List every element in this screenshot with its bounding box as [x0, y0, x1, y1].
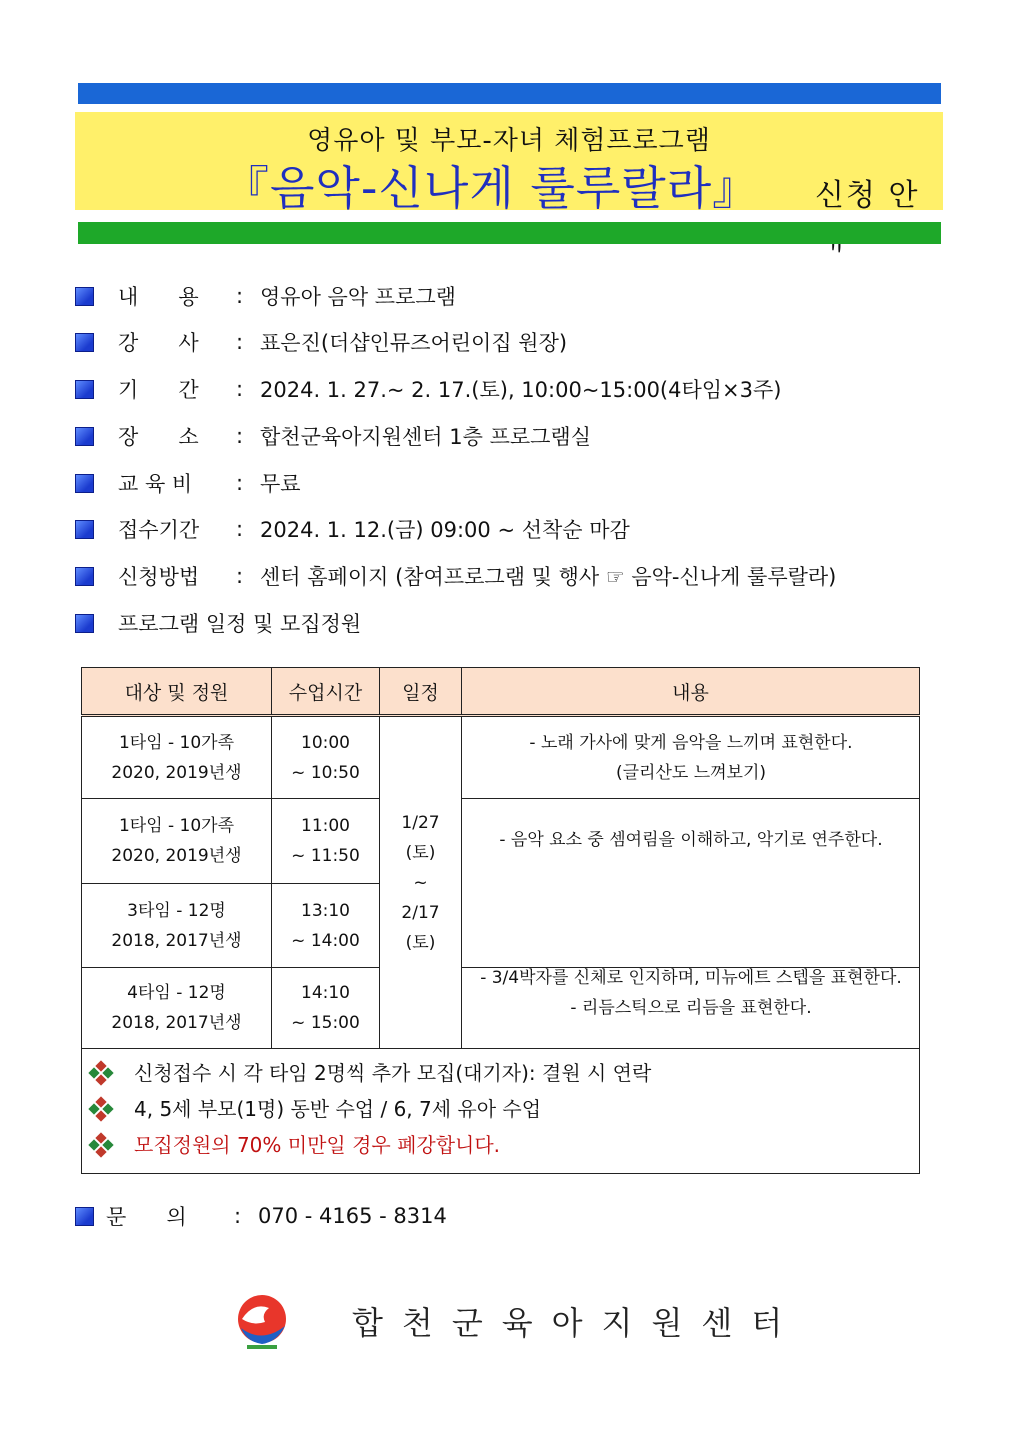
- notes-row: [82, 1049, 920, 1174]
- info-value: 합천군육아지원센터 1층 프로그램실: [260, 425, 592, 449]
- bullet-square-icon: [75, 287, 94, 306]
- table-row: [82, 968, 920, 1049]
- note-item: 4, 5세 부모(1명) 동반 수업 / 6, 7세 유아 수업: [90, 1091, 911, 1127]
- info-label: 프로그램 일정 및 모집정원: [118, 612, 362, 636]
- info-label: 내 용: [118, 285, 199, 309]
- content-cell: - 음악 요소 중 셈여림을 이해하고, 악기로 연주한다.: [462, 799, 920, 968]
- col-header: 대상 및 정원: [82, 668, 272, 716]
- target-cell: 1타임 - 10가족 2020, 2019년생: [82, 799, 272, 884]
- info-label: 장 소: [118, 425, 199, 449]
- info-row-registration: 접수기간 : 2024. 1. 12.(금) 09:00 ~ 선착순 마감: [75, 511, 630, 547]
- info-value: 표은진(더샵인뮤즈어린이집 원장): [260, 331, 568, 355]
- info-value: 영유아 음악 프로그램: [260, 285, 456, 309]
- bullet-square-icon: [75, 333, 94, 352]
- col-header: 내용: [462, 668, 920, 716]
- time-cell: 11:00 ~ 11:50: [272, 799, 380, 884]
- time-cell: 13:10 ~ 14:00: [272, 884, 380, 968]
- target-cell: 4타임 - 12명 2018, 2017년생: [82, 968, 272, 1049]
- info-value: 무료: [260, 472, 301, 496]
- title-suffix: 신청 안: [815, 178, 920, 213]
- info-label: 신청방법: [118, 565, 200, 589]
- contact-row: 문 의 : 070 - 4165 - 8314: [75, 1198, 447, 1234]
- info-row-content: 내 용 : 영유아 음악 프로그램: [75, 278, 456, 314]
- bullet-square-icon: [75, 520, 94, 539]
- info-label: 접수기간: [118, 518, 200, 542]
- info-label: 교 육 비: [118, 472, 193, 496]
- info-row-fee: 교 육 비 : 무료: [75, 465, 301, 501]
- organization-name: 합천군육아지원센터: [352, 1304, 802, 1342]
- diamond-bullet-icon: [90, 1134, 112, 1156]
- info-row-location: 장 소 : 합천군육아지원센터 1층 프로그램실: [75, 418, 591, 454]
- info-row-instructor: 강 사 : 표은진(더샵인뮤즈어린이집 원장): [75, 324, 567, 360]
- info-value: 2024. 1. 27.~ 2. 17.(토), 10:00~15:00(4타임×3주): [260, 378, 782, 402]
- info-label: 기 간: [118, 378, 199, 402]
- table-row: [82, 799, 920, 884]
- bullet-square-icon: [75, 474, 94, 493]
- contact-phone: 070 - 4165 - 8314: [258, 1204, 447, 1228]
- info-row-period: 기 간 : 2024. 1. 27.~ 2. 17.(토), 10:00~15:00(4타임×3주): [75, 371, 782, 407]
- time-cell: 10:00 ~ 10:50: [272, 716, 380, 799]
- table-row: [82, 716, 920, 799]
- note-item-warning: 모집정원의 70% 미만일 경우 폐강합니다.: [90, 1127, 911, 1163]
- bullet-square-icon: [75, 380, 94, 399]
- info-row-method: 신청방법 : 센터 홈페이지 (참여프로그램 및 행사 ☞ 음악-신나게 룰루랄라): [75, 558, 836, 594]
- bullet-square-icon: [75, 1207, 94, 1226]
- contact-label: 문 의: [106, 1205, 187, 1229]
- col-header: 수업시간: [272, 668, 380, 716]
- note-item: 신청접수 시 각 타임 2명씩 추가 모집(대기자): 결원 시 연락: [90, 1055, 911, 1091]
- time-cell: 14:10 ~ 15:00: [272, 968, 380, 1049]
- bullet-square-icon: [75, 614, 94, 633]
- notes-cell: [82, 1049, 920, 1174]
- center-logo-icon: [233, 1292, 291, 1350]
- table-header-row: [82, 668, 920, 716]
- bullet-square-icon: [75, 567, 94, 586]
- content-cell: - 노래 가사에 맞게 음악을 느끼며 표현한다. (글리산도 느껴보기): [462, 716, 920, 799]
- title-banner: [75, 112, 943, 215]
- schedule-table: [81, 667, 920, 1174]
- bullet-square-icon: [75, 427, 94, 446]
- col-header: 일정: [380, 668, 462, 716]
- top-blue-bar: [78, 83, 941, 104]
- page-title: 『음악-신나게 룰루랄라』: [223, 161, 760, 215]
- info-label: 강 사: [118, 331, 199, 355]
- info-row-schedule-heading: [75, 605, 361, 641]
- target-cell: 1타임 - 10가족 2020, 2019년생: [82, 716, 272, 799]
- diamond-bullet-icon: [90, 1062, 112, 1084]
- info-value: 2024. 1. 12.(금) 09:00 ~ 선착순 마감: [260, 518, 630, 542]
- title-subheading: 영유아 및 부모-자녀 체험프로그램: [307, 126, 711, 156]
- diamond-bullet-icon: [90, 1098, 112, 1120]
- bottom-green-bar: [78, 222, 941, 244]
- content-cell: - 3/4박자를 신체로 인지하며, 미뉴에트 스텝을 표현한다. - 리듬스틱으로 리듬을 표현한다.: [462, 968, 920, 1049]
- target-cell: 3타임 - 12명 2018, 2017년생: [82, 884, 272, 968]
- schedule-cell: 1/27 (토) ~ 2/17 (토): [380, 716, 462, 1049]
- info-value: 센터 홈페이지 (참여프로그램 및 행사 ☞ 음악-신나게 룰루랄라): [260, 565, 837, 589]
